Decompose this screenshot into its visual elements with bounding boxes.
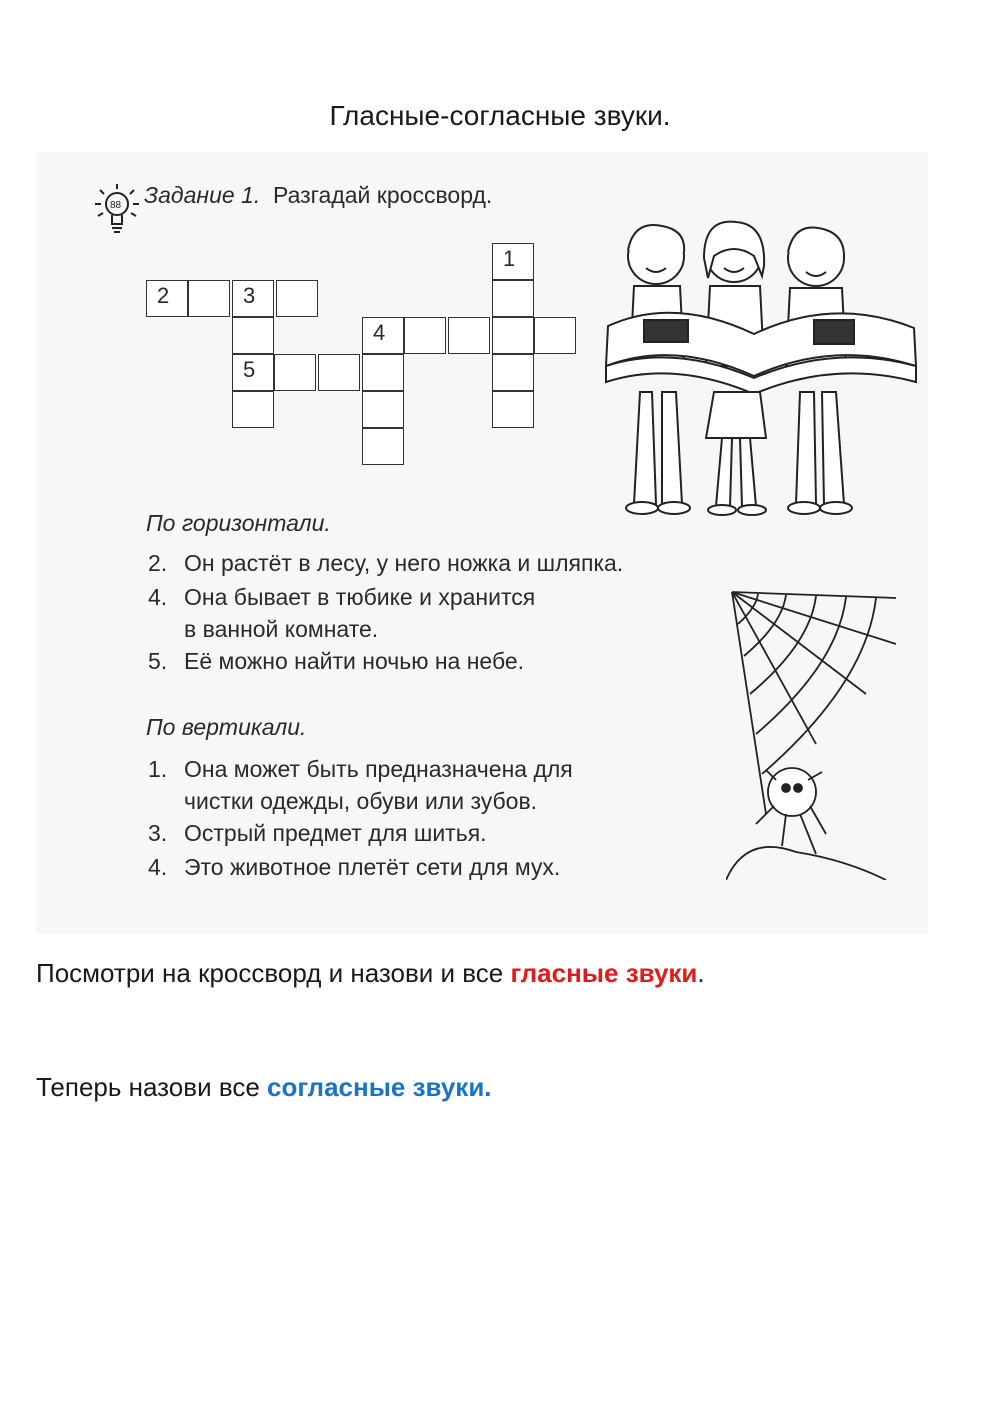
clue-text: Острый предмет для шитья. [184,820,487,846]
consonants-instruction [36,1072,492,1103]
clue-number: 1 [503,246,516,271]
worksheet-scan [36,152,928,934]
consonants-prefix: Теперь назови все [36,1072,268,1102]
vertical-clue [148,854,560,881]
clue-number: 3 [243,283,256,308]
page-title: Гласные-согласные звуки. [329,100,671,131]
clue-text: Это животное плетёт сети для мух. [184,854,561,880]
crossword-cell[interactable] [274,354,316,391]
crossword-cell[interactable] [492,317,534,354]
horizontal-clue [148,584,535,611]
crossword-cell[interactable] [404,317,446,354]
crossword-cell[interactable] [448,317,490,354]
crossword-cell[interactable] [232,391,274,428]
horizontal-clue [148,648,524,675]
crossword-cell[interactable] [492,280,534,317]
horizontal-clue-continuation: в ванной комнате. [184,616,379,642]
clue-text: Она бывает в тюбике и хранится [184,584,536,610]
crossword-cell[interactable] [232,317,274,354]
crossword-cell[interactable] [492,243,534,280]
horizontal-heading: По горизонтали. [146,510,331,536]
clue-number: 5 [243,357,256,382]
clue-text: Она может быть предназначена для [184,756,573,782]
clue-text: Он растёт в лесу, у него ножка и шляпка. [184,550,624,576]
crossword-cell[interactable] [276,280,318,317]
crossword-cell[interactable] [362,428,404,465]
crossword-cell[interactable] [492,391,534,428]
crossword-cell[interactable] [492,354,534,391]
crossword-cell[interactable] [362,354,404,391]
crossword-cell[interactable] [146,280,188,317]
task-text: Разгадай кроссворд. [273,182,493,208]
vowels-prefix: Посмотри на кроссворд и назови и все [36,958,511,988]
task-heading [144,182,492,209]
vertical-clue [148,756,573,783]
vowels-instruction [36,958,705,989]
clue-num: 5. [148,648,168,674]
crossword-cell[interactable] [232,354,274,391]
lightbulb-icon [94,182,140,238]
crossword-cell[interactable] [232,280,274,317]
crossword-cell[interactable] [534,317,576,354]
vertical-clue [148,820,487,847]
task-label: Задание 1. [144,182,261,208]
vertical-clue-continuation: чистки одежды, обуви или зубов. [184,788,538,814]
horizontal-clue [148,550,623,577]
vowels-highlight: гласные звуки [510,958,698,988]
crossword-cell[interactable] [362,317,404,354]
vertical-heading: По вертикали. [146,714,307,740]
consonants-highlight: согласные звуки. [267,1072,492,1102]
crossword-cell[interactable] [188,280,230,317]
crossword-cell[interactable] [318,354,360,391]
clue-num: 3. [148,820,168,846]
clue-num: 4. [148,854,168,880]
spider-web-illustration [726,584,906,880]
clue-number: 4 [373,320,386,345]
svg-text:88: 88 [110,200,122,211]
children-reading-illustration [604,216,922,516]
vowels-suffix: . [697,958,705,988]
crossword-cell[interactable] [362,391,404,428]
clue-text: Её можно найти ночью на небе. [184,648,525,674]
clue-number: 2 [157,283,170,308]
clue-num: 2. [148,550,168,576]
clue-num: 1. [148,756,168,782]
clue-num: 4. [148,584,168,610]
